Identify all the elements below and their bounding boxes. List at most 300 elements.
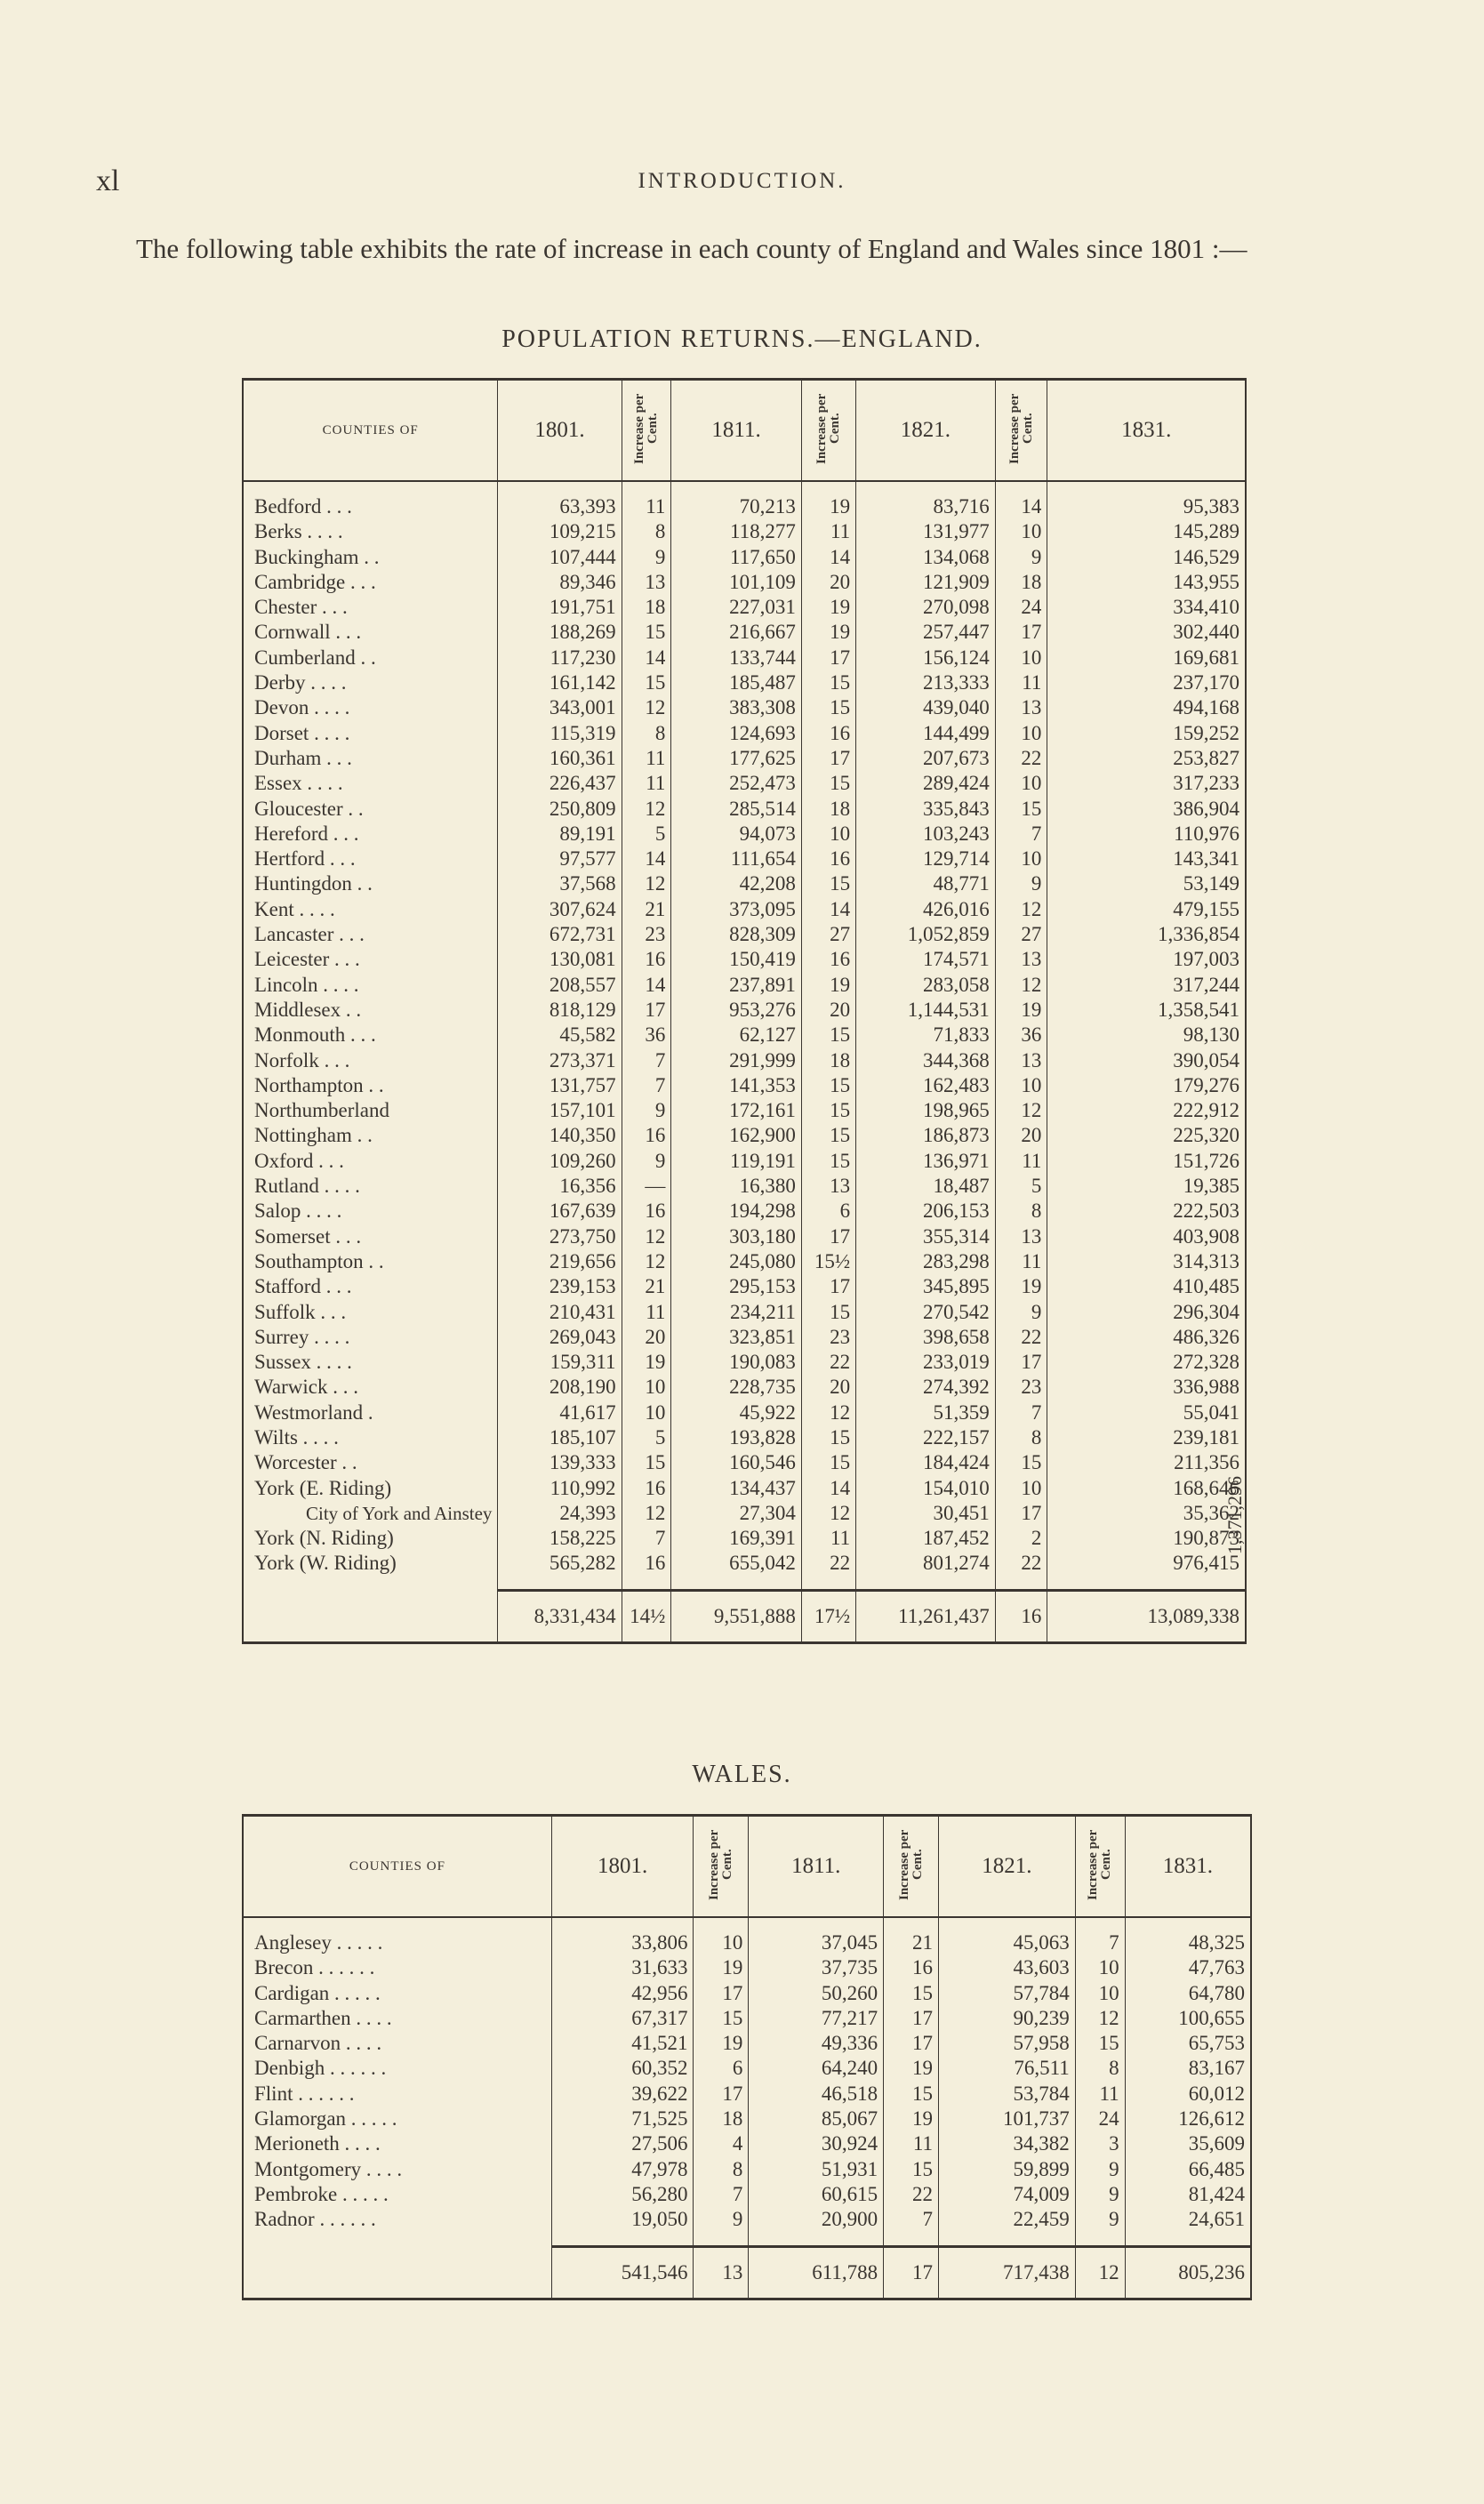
- increase-1801-1811: 9: [694, 2207, 749, 2232]
- table-row: [243, 1501, 1246, 1526]
- table-row: [243, 1375, 1246, 1400]
- increase-1821-1831: 15: [995, 797, 1047, 822]
- population-1801: 140,350: [498, 1123, 622, 1148]
- increase-1821-1831: 10: [995, 646, 1047, 670]
- increase-1801-1811: 18: [694, 2107, 749, 2131]
- population-1801: 41,521: [551, 2031, 694, 2056]
- table-row: [243, 847, 1246, 871]
- population-1801: 672,731: [498, 922, 622, 947]
- population-1831: 95,383: [1047, 481, 1246, 519]
- total-population-1811: 611,788: [749, 2246, 884, 2299]
- population-1801: 188,269: [498, 620, 622, 645]
- increase-1811-1821: 17: [801, 1274, 855, 1299]
- population-1801: 16,356: [498, 1174, 622, 1199]
- increase-1801-1811: 17: [694, 1981, 749, 2006]
- population-1831: 179,276: [1047, 1073, 1246, 1098]
- population-1831: 146,529: [1047, 545, 1246, 570]
- increase-1811-1821: 15: [884, 2157, 939, 2182]
- population-1821: 53,784: [939, 2082, 1076, 2107]
- totals-row: [243, 2246, 1251, 2299]
- population-1821: 426,016: [856, 897, 996, 922]
- increase-1821-1831: 10: [995, 1476, 1047, 1501]
- increase-1801-1811: 7: [622, 1073, 671, 1098]
- population-1831: 35,609: [1125, 2131, 1251, 2156]
- population-1821: 162,483: [856, 1073, 996, 1098]
- population-1821: 121,909: [856, 570, 996, 595]
- increase-1801-1811: 16: [622, 947, 671, 972]
- population-1811: 37,735: [749, 1955, 884, 1980]
- population-1831: 386,904: [1047, 797, 1246, 822]
- totals-row: [243, 1590, 1246, 1642]
- increase-1811-1821: 15: [801, 1300, 855, 1325]
- population-1831: 190,873: [1047, 1526, 1246, 1551]
- population-1811: 37,045: [749, 1917, 884, 1955]
- population-1801: 41,617: [498, 1400, 622, 1425]
- population-1811: 16,380: [671, 1174, 802, 1199]
- table-row: [243, 797, 1246, 822]
- population-1831: 24,651: [1125, 2207, 1251, 2232]
- increase-1821-1831: 12: [1075, 2006, 1125, 2031]
- table-row: [243, 998, 1246, 1023]
- population-1801: 67,317: [551, 2006, 694, 2031]
- increase-1811-1821: 11: [884, 2131, 939, 2156]
- population-1821: 233,019: [856, 1350, 996, 1375]
- population-1811: 60,615: [749, 2182, 884, 2207]
- population-1831: 55,041: [1047, 1400, 1246, 1425]
- population-1821: 59,899: [939, 2157, 1076, 2182]
- increase-1801-1811: 19: [694, 1955, 749, 1980]
- population-1801: 109,260: [498, 1149, 622, 1174]
- population-1811: 51,931: [749, 2157, 884, 2182]
- wales-table-title: WALES.: [692, 1761, 792, 1788]
- population-1821: 129,714: [856, 847, 996, 871]
- county-name: Flint . . . . . .: [254, 2082, 355, 2105]
- population-1831: 143,955: [1047, 570, 1246, 595]
- population-1831: 390,054: [1047, 1048, 1246, 1073]
- population-1821: 345,895: [856, 1274, 996, 1299]
- population-1811: 64,240: [749, 2056, 884, 2081]
- increase-1821-1831: 27: [995, 922, 1047, 947]
- population-1811: 42,208: [671, 871, 802, 896]
- population-1811: 160,546: [671, 1450, 802, 1475]
- population-1801: 110,992: [498, 1476, 622, 1501]
- population-1801: 37,568: [498, 871, 622, 896]
- population-1801: 226,437: [498, 771, 622, 796]
- population-1801: 89,191: [498, 822, 622, 847]
- increase-1821-1831: 9: [995, 871, 1047, 896]
- increase-1811-1821: 15: [801, 771, 855, 796]
- increase-1811-1821: 15: [801, 1023, 855, 1047]
- population-1801: 131,757: [498, 1073, 622, 1098]
- county-name: Radnor . . . . . .: [254, 2208, 376, 2231]
- population-1821: 439,040: [856, 695, 996, 720]
- population-1821: 184,424: [856, 1450, 996, 1475]
- county-name: Lincoln . . . .: [254, 973, 359, 996]
- increase-1811-1821: 17: [801, 1224, 855, 1249]
- population-1811: 169,391: [671, 1526, 802, 1551]
- increase-1811-1821: 15: [801, 1073, 855, 1098]
- county-name: Essex . . . .: [254, 772, 343, 795]
- population-1831: 53,149: [1047, 871, 1246, 896]
- table-row: [243, 1249, 1246, 1274]
- county-name: York (W. Riding): [254, 1552, 397, 1575]
- population-1811: 194,298: [671, 1199, 802, 1224]
- population-1821: 335,843: [856, 797, 996, 822]
- increase-1821-1831: 10: [995, 847, 1047, 871]
- table-row: [243, 1174, 1246, 1199]
- population-1811: 117,650: [671, 545, 802, 570]
- increase-1801-1811: 12: [622, 871, 671, 896]
- population-1821: 136,971: [856, 1149, 996, 1174]
- increase-1811-1821: 19: [801, 620, 855, 645]
- increase-1811-1821: 19: [801, 595, 855, 620]
- county-name: Cumberland . .: [254, 646, 376, 669]
- increase-1821-1831: 10: [1075, 1981, 1125, 2006]
- county-name: City of York and Ainstey: [306, 1502, 493, 1524]
- table-row: [243, 2207, 1251, 2232]
- table-row: [243, 1917, 1251, 1955]
- county-name: Norfolk . . .: [254, 1048, 350, 1071]
- population-1811: 828,309: [671, 922, 802, 947]
- population-1801: 97,577: [498, 847, 622, 871]
- population-1821: 398,658: [856, 1325, 996, 1350]
- population-1801: 56,280: [551, 2182, 694, 2207]
- population-1831: 272,328: [1047, 1350, 1246, 1375]
- county-name: Northumberland: [254, 1099, 390, 1122]
- table-row: [243, 1450, 1246, 1475]
- england-table-title: POPULATION RETURNS.—ENGLAND.: [501, 325, 983, 353]
- population-1811: 134,437: [671, 1476, 802, 1501]
- population-1821: 213,333: [856, 670, 996, 695]
- york-combined-total: [1220, 1476, 1247, 1583]
- population-1831: 314,313: [1047, 1249, 1246, 1274]
- increase-1801-1811: 15: [622, 670, 671, 695]
- increase-1811-1821: 15: [801, 1098, 855, 1123]
- increase-1821-1831: 11: [995, 1149, 1047, 1174]
- increase-1801-1811: 21: [622, 897, 671, 922]
- increase-1811-1821: 13: [801, 1174, 855, 1199]
- population-1831: 410,485: [1047, 1274, 1246, 1299]
- population-1801: 109,215: [498, 519, 622, 544]
- population-1811: 234,211: [671, 1300, 802, 1325]
- increase-1801-1811: 15: [694, 2006, 749, 2031]
- increase-1801-1811: 7: [694, 2182, 749, 2207]
- county-name: Surrey . . . .: [254, 1325, 350, 1348]
- population-1801: 33,806: [551, 1917, 694, 1955]
- population-1801: 117,230: [498, 646, 622, 670]
- population-1811: 124,693: [671, 721, 802, 746]
- county-name: Buckingham . .: [254, 545, 380, 568]
- increase-1801-1811: 13: [622, 570, 671, 595]
- header-1831: 1831.: [1047, 380, 1246, 482]
- population-1821: 45,063: [939, 1917, 1076, 1955]
- county-name: Suffolk . . .: [254, 1300, 347, 1323]
- population-1821: 283,058: [856, 973, 996, 998]
- increase-1821-1831: 10: [995, 771, 1047, 796]
- county-name: Somerset . . .: [254, 1224, 362, 1248]
- population-1831: 169,681: [1047, 646, 1246, 670]
- population-1811: 237,891: [671, 973, 802, 998]
- county-name: Wilts . . . .: [254, 1425, 339, 1449]
- county-name: Kent . . . .: [254, 897, 335, 920]
- table-row: [243, 947, 1246, 972]
- county-name: Leicester . . .: [254, 948, 360, 971]
- county-name: Hertford . . .: [254, 847, 356, 871]
- increase-1811-1821: 17: [801, 646, 855, 670]
- table-row: [243, 2082, 1251, 2107]
- table-header-row: [243, 380, 1246, 482]
- increase-1821-1831: 12: [995, 897, 1047, 922]
- increase-1801-1811: 15: [622, 1450, 671, 1475]
- increase-1821-1831: 18: [995, 570, 1047, 595]
- population-1801: 31,633: [551, 1955, 694, 1980]
- county-name: Dorset . . . .: [254, 721, 350, 744]
- population-1821: 289,424: [856, 771, 996, 796]
- county-name: Gloucester . .: [254, 797, 364, 820]
- increase-1801-1811: 17: [622, 998, 671, 1023]
- population-1811: 295,153: [671, 1274, 802, 1299]
- population-1811: 245,080: [671, 1249, 802, 1274]
- increase-1811-1821: 22: [801, 1350, 855, 1375]
- york-total-value: 1,371,296: [1223, 1476, 1246, 1554]
- table-row: [243, 2107, 1251, 2131]
- total-increase-1811-1821: 17½: [801, 1590, 855, 1642]
- increase-1821-1831: 19: [995, 1274, 1047, 1299]
- county-name: Northampton . .: [254, 1073, 384, 1096]
- population-1811: 285,514: [671, 797, 802, 822]
- table-row: [243, 1955, 1251, 1980]
- increase-1821-1831: 24: [1075, 2107, 1125, 2131]
- header-1801: 1801.: [551, 1816, 694, 1918]
- table-row: [243, 746, 1246, 771]
- increase-1811-1821: 10: [801, 822, 855, 847]
- population-1821: 274,392: [856, 1375, 996, 1400]
- increase-1801-1811: 10: [622, 1400, 671, 1425]
- population-1821: 186,873: [856, 1123, 996, 1148]
- county-name: Cornwall . . .: [254, 621, 362, 644]
- population-1831: 145,289: [1047, 519, 1246, 544]
- population-1811: 150,419: [671, 947, 802, 972]
- increase-1801-1811: 17: [694, 2082, 749, 2107]
- table-row: [243, 1476, 1246, 1501]
- england-table-body: [243, 481, 1246, 1643]
- population-1821: 74,009: [939, 2182, 1076, 2207]
- increase-1821-1831: 10: [995, 519, 1047, 544]
- population-1801: 19,050: [551, 2207, 694, 2232]
- header-increase-3: Increase per Cent.: [995, 380, 1047, 482]
- increase-1821-1831: 10: [995, 1073, 1047, 1098]
- increase-1811-1821: 7: [884, 2207, 939, 2232]
- total-population-1801: 8,331,434: [498, 1590, 622, 1642]
- increase-1801-1811: 9: [622, 1149, 671, 1174]
- county-name: Middlesex . .: [254, 998, 362, 1021]
- increase-1801-1811: 16: [622, 1199, 671, 1224]
- population-1821: 71,833: [856, 1023, 996, 1047]
- increase-1821-1831: 10: [1075, 1955, 1125, 1980]
- population-1811: 227,031: [671, 595, 802, 620]
- population-1821: 257,447: [856, 620, 996, 645]
- population-1801: 191,751: [498, 595, 622, 620]
- total-increase-1821-1831: 12: [1075, 2246, 1125, 2299]
- population-1831: 159,252: [1047, 721, 1246, 746]
- increase-1821-1831: 2: [995, 1526, 1047, 1551]
- population-1801: 210,431: [498, 1300, 622, 1325]
- increase-1811-1821: 12: [801, 1501, 855, 1526]
- increase-1811-1821: 18: [801, 1048, 855, 1073]
- population-1821: 57,958: [939, 2031, 1076, 2056]
- population-1811: 77,217: [749, 2006, 884, 2031]
- increase-1811-1821: 15½: [801, 1249, 855, 1274]
- population-1801: 89,346: [498, 570, 622, 595]
- increase-1801-1811: 12: [622, 797, 671, 822]
- table-row: [243, 670, 1246, 695]
- increase-1801-1811: 7: [622, 1526, 671, 1551]
- increase-1811-1821: 17: [801, 746, 855, 771]
- table-row: [243, 1073, 1246, 1098]
- increase-1811-1821: 6: [801, 1199, 855, 1224]
- population-1821: 156,124: [856, 646, 996, 670]
- population-1801: 239,153: [498, 1274, 622, 1299]
- population-1831: 98,130: [1047, 1023, 1246, 1047]
- table-row: [243, 545, 1246, 570]
- table-row: [243, 721, 1246, 746]
- increase-1801-1811: 10: [694, 1917, 749, 1955]
- increase-1801-1811: 11: [622, 746, 671, 771]
- increase-1821-1831: 17: [995, 1501, 1047, 1526]
- increase-1801-1811: 12: [622, 1224, 671, 1249]
- population-1801: 130,081: [498, 947, 622, 972]
- increase-1801-1811: 16: [622, 1551, 671, 1576]
- population-1831: 110,976: [1047, 822, 1246, 847]
- population-1821: 144,499: [856, 721, 996, 746]
- population-1831: 66,485: [1125, 2157, 1251, 2182]
- wales-table-body: [243, 1917, 1251, 2299]
- increase-1821-1831: 9: [1075, 2157, 1125, 2182]
- population-1811: 45,922: [671, 1400, 802, 1425]
- table-row: [243, 2031, 1251, 2056]
- population-1831: 479,155: [1047, 897, 1246, 922]
- total-population-1811: 9,551,888: [671, 1590, 802, 1642]
- increase-1821-1831: 13: [995, 1048, 1047, 1073]
- table-row: [243, 481, 1246, 519]
- increase-1821-1831: 5: [995, 1174, 1047, 1199]
- population-1821: 131,977: [856, 519, 996, 544]
- population-1821: 1,144,531: [856, 998, 996, 1023]
- population-1821: 34,382: [939, 2131, 1076, 2156]
- county-name: Nottingham . .: [254, 1124, 373, 1147]
- population-1811: 655,042: [671, 1551, 802, 1576]
- increase-1811-1821: 19: [801, 973, 855, 998]
- increase-1821-1831: 8: [1075, 2056, 1125, 2081]
- increase-1821-1831: 7: [995, 822, 1047, 847]
- population-1811: 101,109: [671, 570, 802, 595]
- table-row: [243, 1350, 1246, 1375]
- population-1831: 222,912: [1047, 1098, 1246, 1123]
- table-row: [243, 1199, 1246, 1224]
- population-1811: 216,667: [671, 620, 802, 645]
- increase-1801-1811: 8: [694, 2157, 749, 2182]
- increase-1801-1811: 8: [622, 721, 671, 746]
- county-name: Monmouth . . .: [254, 1023, 376, 1047]
- population-1831: 19,385: [1047, 1174, 1246, 1199]
- population-1801: 47,978: [551, 2157, 694, 2182]
- increase-1811-1821: 17: [884, 2006, 939, 2031]
- population-1821: 270,542: [856, 1300, 996, 1325]
- increase-1811-1821: 12: [801, 1400, 855, 1425]
- population-1801: 185,107: [498, 1425, 622, 1450]
- increase-1801-1811: 14: [622, 973, 671, 998]
- increase-1811-1821: 11: [801, 519, 855, 544]
- increase-1811-1821: 15: [884, 1981, 939, 2006]
- total-increase-1811-1821: 17: [884, 2246, 939, 2299]
- population-1801: 160,361: [498, 746, 622, 771]
- table-row: [243, 2006, 1251, 2031]
- increase-1811-1821: 19: [884, 2056, 939, 2081]
- county-name: Merioneth . . . .: [254, 2132, 381, 2155]
- table-row: [243, 897, 1246, 922]
- increase-1811-1821: 15: [801, 1425, 855, 1450]
- county-name: Devon . . . .: [254, 696, 350, 719]
- table-row: [243, 1400, 1246, 1425]
- population-1811: 111,654: [671, 847, 802, 871]
- increase-1811-1821: 20: [801, 1375, 855, 1400]
- population-1831: 197,003: [1047, 947, 1246, 972]
- population-1801: 27,506: [551, 2131, 694, 2156]
- increase-1821-1831: 9: [1075, 2207, 1125, 2232]
- header-counties: COUNTIES OF: [243, 1816, 551, 1918]
- table-row: [243, 2056, 1251, 2081]
- increase-1811-1821: 15: [801, 670, 855, 695]
- table-row: [243, 1123, 1246, 1148]
- increase-1811-1821: 16: [801, 947, 855, 972]
- population-1801: 39,622: [551, 2082, 694, 2107]
- population-1831: 302,440: [1047, 620, 1246, 645]
- population-1811: 20,900: [749, 2207, 884, 2232]
- table-row: [243, 2157, 1251, 2182]
- running-head: INTRODUCTION.: [638, 169, 846, 193]
- county-name: Derby . . . .: [254, 671, 347, 694]
- increase-1811-1821: 15: [801, 1450, 855, 1475]
- population-1801: 818,129: [498, 998, 622, 1023]
- table-row: [243, 1551, 1246, 1576]
- population-1801: 250,809: [498, 797, 622, 822]
- population-1831: 317,233: [1047, 771, 1246, 796]
- county-name: Oxford . . .: [254, 1149, 344, 1172]
- population-1831: 83,167: [1125, 2056, 1251, 2081]
- increase-1801-1811: 11: [622, 771, 671, 796]
- county-name: Rutland . . . .: [254, 1175, 360, 1198]
- increase-1821-1831: 11: [995, 1249, 1047, 1274]
- population-1821: 83,716: [856, 481, 996, 519]
- increase-1811-1821: 15: [801, 695, 855, 720]
- county-name: Durham . . .: [254, 746, 352, 769]
- increase-1811-1821: 15: [801, 1123, 855, 1148]
- table-row: [243, 570, 1246, 595]
- increase-1801-1811: 16: [622, 1123, 671, 1148]
- population-1831: 211,356: [1047, 1450, 1246, 1475]
- increase-1801-1811: 18: [622, 595, 671, 620]
- header-1811: 1811.: [671, 380, 802, 482]
- county-name: Chester . . .: [254, 596, 348, 619]
- increase-1821-1831: 10: [995, 721, 1047, 746]
- increase-1811-1821: 17: [884, 2031, 939, 2056]
- population-1811: 162,900: [671, 1123, 802, 1148]
- increase-1801-1811: 8: [622, 519, 671, 544]
- increase-1811-1821: 15: [801, 1149, 855, 1174]
- increase-1801-1811: 4: [694, 2131, 749, 2156]
- increase-1801-1811: 9: [622, 1098, 671, 1123]
- table-row: [243, 1274, 1246, 1299]
